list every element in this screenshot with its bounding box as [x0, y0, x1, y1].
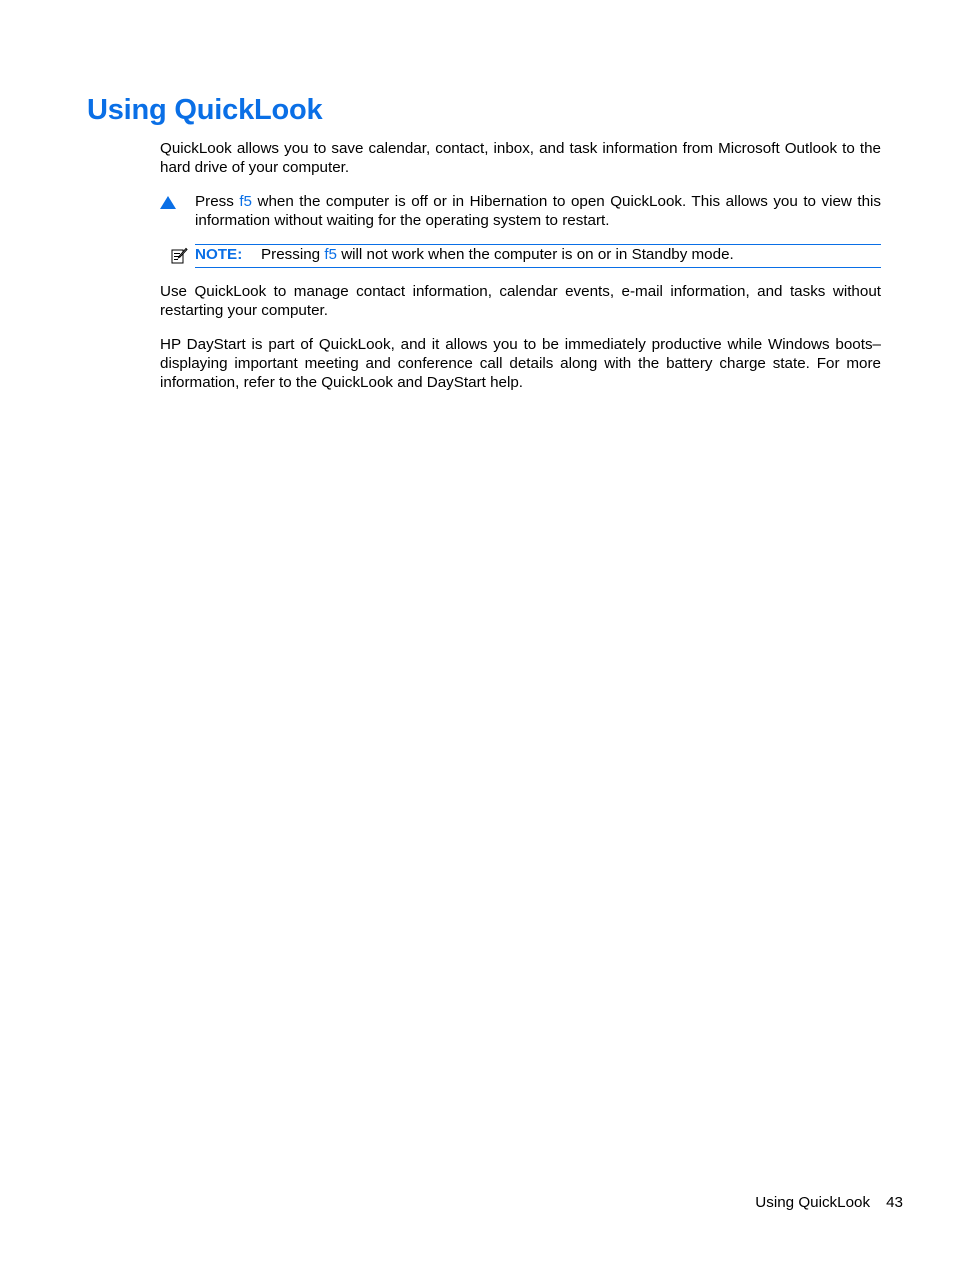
note-text-before: Pressing [261, 246, 325, 263]
page-number: 43 [886, 1194, 903, 1211]
step-text-after: when the computer is off or in Hibernation to open QuickLook. This allows you to view this information without waiting for the operating system to restart. [195, 193, 881, 229]
note-label: NOTE: [195, 246, 243, 263]
usage-paragraph: Use QuickLook to manage contact information, calendar events, e-mail information, and tasks without restarting your computer. [160, 283, 881, 319]
note-box [195, 244, 881, 268]
step-triangle-icon [160, 196, 176, 209]
f5-key-reference: f5 [324, 246, 337, 263]
note-text-after: will not work when the computer is on or in Standby mode. [336, 246, 734, 263]
f5-key-reference: f5 [239, 193, 252, 210]
step-text-before: Press [195, 193, 240, 210]
note-icon [170, 247, 188, 265]
footer-section-title: Using QuickLook [755, 1194, 871, 1211]
page-title: Using QuickLook [87, 94, 323, 126]
page-footer [755, 1193, 903, 1212]
intro-paragraph: QuickLook allows you to save calendar, contact, inbox, and task information from Microsoft Outlook to the hard drive of your computer. [160, 140, 881, 176]
step-text [195, 192, 881, 230]
daystart-paragraph: HP DayStart is part of QuickLook, and it allows you to be immediately productive while Windows boots–displaying important meeting and conference call details along with the battery charge state. For more information, refer to the QuickLook and DayStart help. [160, 336, 881, 391]
note-text [261, 245, 734, 265]
